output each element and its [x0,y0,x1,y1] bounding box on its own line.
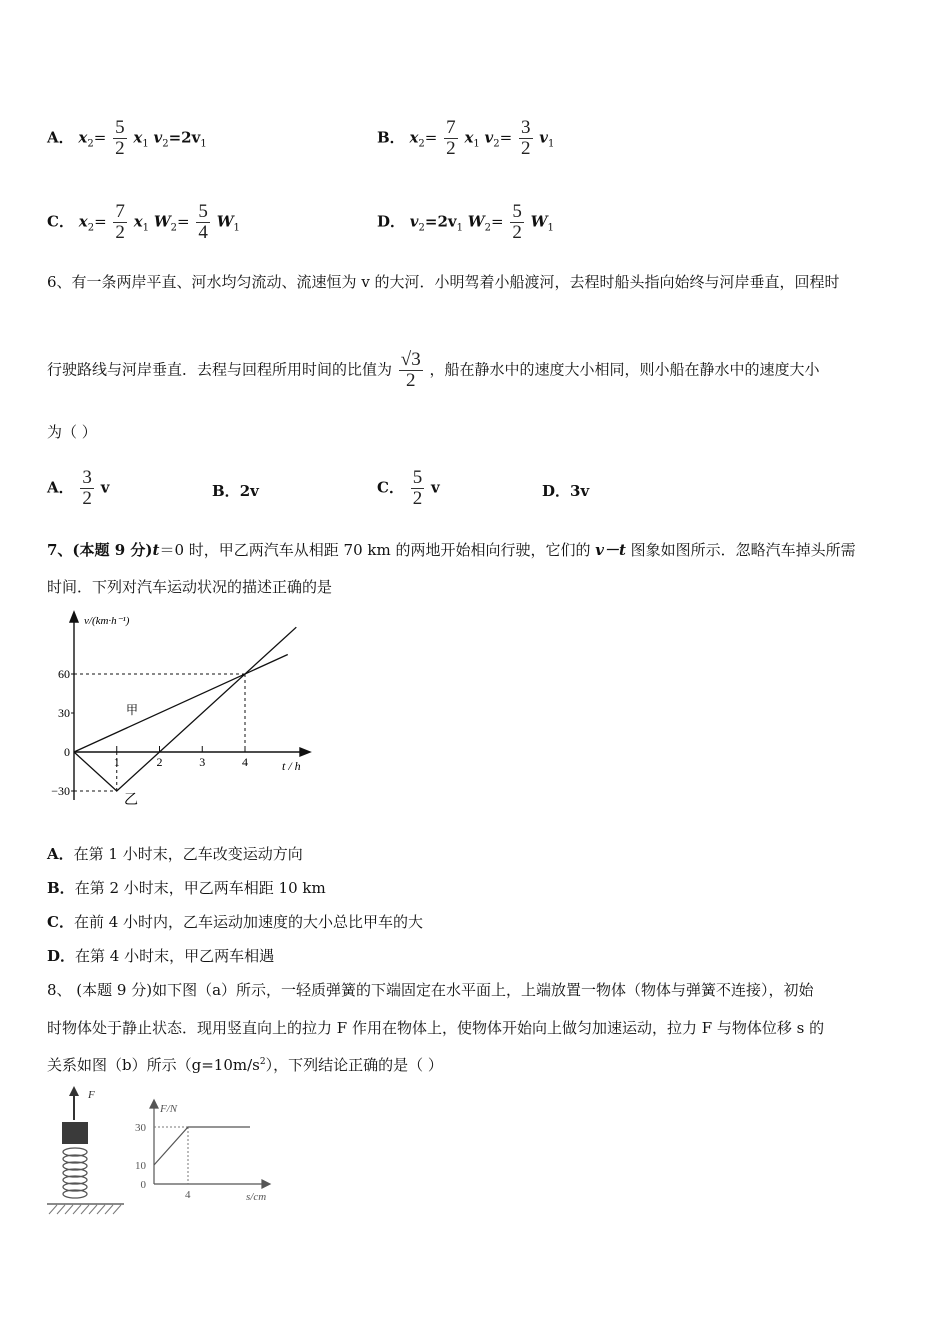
q5-option-a[interactable] [47,118,207,159]
y-axis-arrow [70,612,78,622]
sub: 2 [418,138,425,150]
fraction [510,202,524,243]
num: 7 [446,117,456,138]
sub: 1 [547,222,554,234]
y-tick-label: 0 [64,745,70,759]
vt-chart [44,606,324,808]
num: 5 [198,201,208,222]
x-axis-arrow [300,748,310,756]
y-tick-label: 0 [140,1179,146,1191]
x-tick-label: 2 [156,755,163,769]
x-tick-label: 1 [113,755,120,769]
y-tick-label: 10 [135,1160,146,1172]
var: x [409,128,419,147]
var: v [484,128,494,147]
spring [63,1148,87,1198]
option-text: 在前 4 小时内，乙车运动加速度的大小总比甲车的大 [73,913,424,931]
eq: = [491,212,504,231]
x-tick-label: 4 [242,755,248,769]
option-label: A． [47,845,74,863]
text: 行驶路线与河岸垂直．去程与回程所用时间的比值为 [47,360,393,379]
den: 4 [198,222,208,243]
num: √3 [400,349,421,370]
block [62,1122,88,1144]
q5-option-c[interactable] [47,202,240,243]
fraction [411,468,425,509]
q6-option-c[interactable] [377,468,440,509]
option-label: D． [542,482,571,500]
fraction [113,202,127,243]
q7-option-d[interactable] [47,945,274,966]
text: 图象如图所示．忽略汽车掉头所需 [625,541,856,559]
option-label: D． [377,212,406,231]
num: 3 [82,467,92,488]
option-text: 在第 1 小时末，乙车改变运动方向 [73,845,303,863]
force-label: F [88,1089,95,1101]
unit: v [100,478,110,497]
option-label: B． [377,128,405,147]
y-tick-label: 30 [135,1122,146,1134]
sub: 1 [142,222,150,234]
y-tick-label: −30 [51,784,70,798]
option-text: 在第 4 小时末，甲乙两车相遇 [75,947,275,965]
option-text: 2v [239,482,259,500]
series-label-yi: 乙 [124,793,138,808]
option-label: A． [47,128,74,147]
num: 5 [115,117,125,138]
q7-option-a[interactable] [47,843,303,864]
fraction [196,202,210,243]
den: 2 [446,138,456,159]
unit: v [431,478,440,497]
option-text: 3v [570,482,590,500]
fraction [113,118,127,159]
q6-line2 [47,350,820,391]
den: 2 [521,138,531,159]
option-text: 在第 2 小时末，甲乙两车相距 10 km [74,879,326,897]
text: 关系如图（b）所示（g=10m/s [47,1056,260,1074]
var: x [133,128,143,147]
text: ＝0 时，甲乙两汽车从相距 70 km 的两地开始相向行驶，它们的 [159,541,596,559]
sub: 2 [162,138,169,150]
q7-line1 [47,539,856,560]
fraction [80,468,94,509]
sub: 2 [170,222,178,234]
num: 3 [521,117,531,138]
sub: 1 [473,138,480,150]
eq: = [499,128,513,147]
y-axis-label: v/(km·h⁻¹) [84,615,130,627]
sub: 2 [87,222,95,234]
text: 7、(本题 9 分) [47,541,153,559]
y-tick-label: 30 [58,706,70,720]
q6-option-d[interactable] [542,480,589,501]
text: ），下列结论正确的是（ ） [265,1056,443,1074]
fraction [519,118,533,159]
q7-line2: 时间．下列对汽车运动状况的描述正确的是 [47,578,333,596]
fraction [444,118,458,159]
y-axis-label: F/N [160,1103,178,1115]
q5-option-b[interactable] [377,118,554,159]
den: 2 [115,222,125,243]
q6-line1: 6、有一条两岸平直、河水均匀流动、流速恒为 v 的大河．小明驾着小船渡河，去程时船头指向始终与河岸垂直，回程时 [47,273,840,291]
num: 7 [115,201,125,222]
x-axis-label: s/cm [246,1191,267,1203]
option-label: D． [47,947,76,965]
sub: 1 [200,138,207,150]
x-axis-arrow [262,1180,270,1188]
eq: = [93,128,107,147]
sqrt-fraction [399,350,423,391]
option-label: A． [47,478,74,497]
num: 5 [412,467,423,488]
den: 2 [412,488,423,509]
y-axis-arrow [150,1100,158,1108]
var: W [216,212,234,231]
eq: = [94,212,107,231]
ground-hatch [49,1205,121,1214]
var: v [539,128,548,147]
option-label: C． [47,913,74,931]
q7-option-b[interactable] [47,877,326,898]
sub: 2 [484,222,492,234]
q7-option-c[interactable] [47,911,423,932]
series-yi-line [74,627,296,791]
sub: 2 [87,138,94,150]
eq: =2v [424,212,457,231]
x-tick-label: 3 [199,755,206,769]
sub: 1 [456,222,463,234]
num: 5 [512,201,522,222]
option-label: B． [212,482,240,500]
option-label: C． [377,478,404,497]
q8-line2: 时物体处于静止状态．现用竖直向上的拉力 F 作用在物体上，使物体开始向上做匀加速运动，拉力 F 与物体位移 s 的 [47,1019,825,1037]
q8-line1: 8、 (本题 9 分)如下图（a）所示，一轻质弹簧的下端固定在水平面上，上端放置一物体（物体与弹簧不连接），初始 [47,981,814,999]
den: 2 [406,370,416,391]
series-jia-line [74,655,288,753]
series-label-jia: 甲 [126,703,139,717]
den: 2 [512,222,522,243]
x-axis-label: t / h [282,759,301,773]
series-f-line [154,1127,250,1165]
sub: 2 [493,138,500,150]
den: 2 [115,138,125,159]
den: 2 [82,488,92,509]
option-label: C． [47,212,74,231]
eq: = [424,128,438,147]
x-tick-label: 4 [185,1189,191,1201]
var: v [409,212,419,231]
var: x [78,212,88,231]
y-tick-label: 60 [58,667,70,681]
var: x [133,212,143,231]
var: v－t [595,541,626,559]
sub: 2 [418,222,425,234]
option-label: B． [47,879,75,897]
var: W [530,212,548,231]
superscript: 2 [259,1057,266,1067]
q6-line3: 为（ ） [47,423,97,441]
sub: 1 [142,138,149,150]
sub: 1 [233,222,240,234]
var: W [153,212,171,231]
force-arrow-head [69,1086,79,1096]
sub: 1 [548,138,555,150]
eq: =2v [168,128,201,147]
var: W [467,212,485,231]
text: ，船在静水中的速度大小相同，则小船在静水中的速度大小 [429,360,820,379]
var: x [464,128,474,147]
eq: = [177,212,190,231]
q6-option-b[interactable] [212,480,259,501]
q8-line3 [47,1054,443,1075]
fs-chart [126,1094,286,1216]
var: t [152,541,160,559]
q6-option-a[interactable] [47,468,109,509]
var: x [78,128,88,147]
spring-figure [44,1084,134,1220]
var: v [153,128,163,147]
q5-option-d[interactable] [377,202,554,243]
